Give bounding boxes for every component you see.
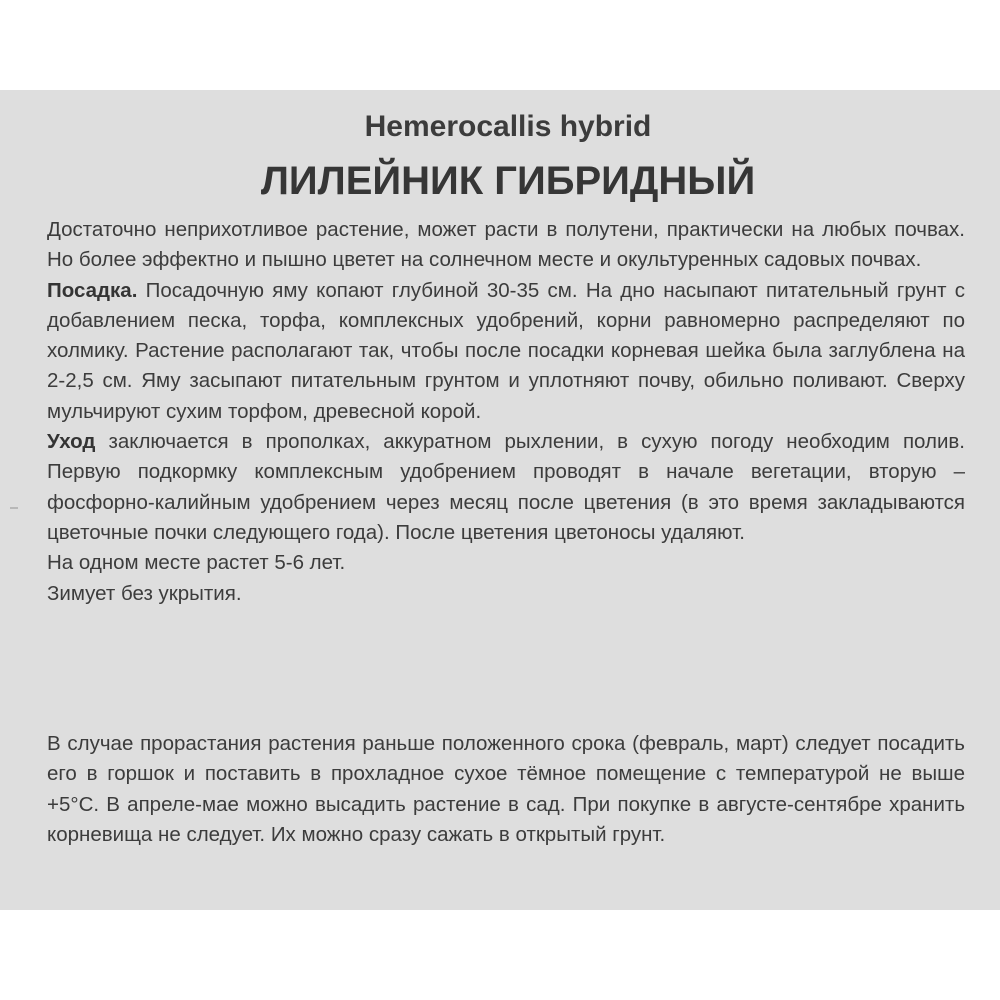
edge-mark (10, 507, 18, 509)
planting-heading: Посадка. (47, 278, 138, 302)
planting-paragraph (47, 276, 965, 427)
description-block (47, 215, 965, 609)
russian-name-title: ЛИЛЕЙНИК ГИБРИДНЫЙ (260, 159, 756, 203)
storage-paragraph: В случае прорастания растения раньше положенного срока (февраль, март) следует посадить его в горшок и поставить в прохладное сухое тёмное помещение с температурой не выше +5°С. В апреле-мае можно высадить растение в сад. При покупке в августе-сентябре хранить корневища не следует. Их можно сразу сажать в открытый грунт. (47, 732, 965, 846)
intro-paragraph: Достаточно неприхотливое растение, может расти в полутени, практически на любых почвах. Но более эффектно и пышно цветет на солнечном месте и окультуренных садовых почвах. (47, 218, 965, 272)
lifespan-line: На одном месте растет 5-6 лет. (47, 551, 346, 575)
winter-line: Зимует без укрытия. (47, 581, 242, 605)
label-card (0, 90, 1000, 910)
care-paragraph (47, 427, 965, 548)
planting-text: Посадочную яму копают глубиной 30-35 см. На дно насыпают питательный грунт с добавлением песка, торфа, комплексных удобрений, корни равномерно распределяют по холмику. Растение располагают так, чтобы после посадки корневая шейка была заглублена на 2-2,5 см. Яму засыпают питательным грунтом и уплотняют почву, обильно поливают. Сверху мульчируют сухим торфом, древесной корой. (47, 278, 965, 423)
latin-name-title: Hemerocallis hybrid (364, 110, 652, 143)
care-text: заключается в прополках, аккуратном рыхлении, в сухую погоду необходим полив. Первую подкормку комплексным удобрением проводят в начале вегетации, вторую – фосфорно-калийным удобрением через месяц после цветения (в это время закладываются цветочные почки следующего года). После цветения цветоносы удаляют. (47, 430, 965, 544)
care-heading: Уход (47, 430, 96, 454)
storage-block (47, 729, 965, 850)
